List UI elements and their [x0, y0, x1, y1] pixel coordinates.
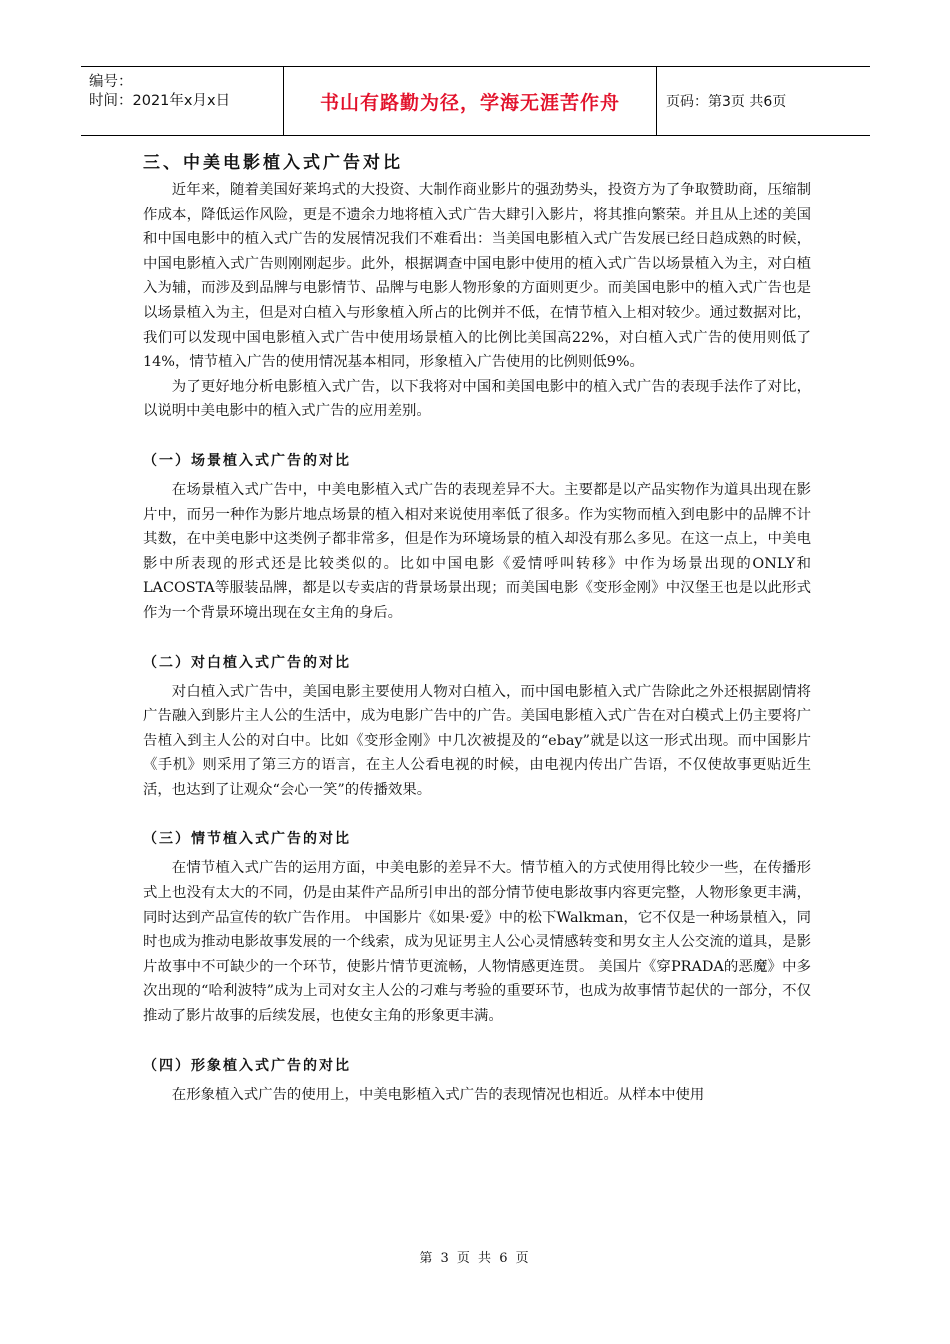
document-body	[143, 150, 811, 1107]
subsection-title-plot: （三）情节植入式广告的对比	[143, 831, 351, 848]
header-motto: 书山有路勤为径，学海无涯苦作舟	[284, 67, 657, 135]
page-footer: 第 3 页 共 6 页	[419, 1251, 531, 1266]
section-title: 三、中美电影植入式广告对比	[143, 153, 403, 173]
subsection-text-image: 在形象植入式广告的使用上，中美电影植入式广告的表现情况也相近。从样本中使用	[171, 1086, 705, 1103]
page-header	[81, 66, 870, 136]
subsection-text-scene: 在场景植入式广告中，中美电影植入式广告的表现差异不大。主要都是以产品实物作为道具出现在影片中，而另一种作为影片地点场景的植入相对来说使用率低了很多。作为实物而植入到电影中的品牌不计其数，在中美电影中这类例子都非常多，但是作为环境场景的植入却没有那么多见。在这一点上，中美电影中所表现的形式还是比较类似的。比如中国电影《爱情呼叫转移》中作为场景出现的ONLY和LACOSTA等服装品牌，都是以专卖店的背景场景出现；而美国电影《变形金刚》中汉堡王也是以此形式作为一个背景环境出现在女主角的身后。	[143, 481, 811, 621]
header-page-number: 页码：第3页 共6页	[666, 94, 787, 110]
subsection-text-plot: 在情节植入式广告的运用方面，中美电影的差异不大。情节植入的方式使用得比较少一些，在传播形式上也没有太大的不同，仍是由某件产品所引申出的部分情节使电影故事内容更完整，人物形象更丰满，同时达到产品宣传的软广告作用。 中国影片《如果·爱》中的松下Walkman，它不仅是一种场景植入，同时也成为推动电影故事发展的一个线索，成为见证男主人公心灵情感转变和男女主人公交流的道具，是影片故事中不可缺少的一个环节，使影片情节更流畅，人物情感更连贯。 美国片《穿PRADA的恶魔》中多次出现的“哈利波特”成为上司对女主人公的刁难与考验的重要环节，也成为故事情节起伏的一部分，不仅推动了影片故事的后续发展，也使女主角的形象更丰满。	[143, 860, 811, 1025]
intro-paragraph: 为了更好地分析电影植入式广告，以下我将对中国和美国电影中的植入式广告的表现手法作了对比，以说明中美电影中的植入式广告的应用差别。	[143, 378, 811, 420]
document-date-label: 时间：2021年x月x日	[89, 93, 231, 109]
subsection-text-dialogue: 对白植入式广告中，美国电影主要使用人物对白植入，而中国电影植入式广告除此之外还根据剧情将广告融入到影片主人公的生活中，成为电影广告中的广告。美国电影植入式广告在对白模式上仍主要将广告植入到主人公的对白中。比如《变形金刚》中几次被提及的“ebay”就是以这一形式出现。而中国影片《手机》则采用了第三方的语言，在主人公看电视的时候，由电视内传出广告语，不仅使故事更贴近生活，也达到了让观众“会心一笑”的传播效果。	[143, 683, 811, 798]
header-meta	[81, 67, 284, 135]
intro-paragraph: 近年来，随着美国好莱坞式的大投资、大制作商业影片的强劲势头，投资方为了争取赞助商，压缩制作成本，降低运作风险，更是不遗余力地将植入式广告大肆引入影片，将其推向繁荣。并且从上述的美国和中国电影中的植入式广告的发展情况我们不难看出：当美国电影植入式广告发展已经日趋成熟的时候，中国电影植入式广告则刚刚起步。此外，根据调查中国电影中使用的植入式广告以场景植入为主，对白植入为辅，而涉及到品牌与电影情节、品牌与电影人物形象的方面则更少。而美国电影中的植入式广告也是以场景植入为主，但是对白植入与形象植入所占的比例并不低，在情节植入上相对较少。通过数据对比，我们可以发现中国电影植入式广告中使用场景植入的比例比美国高22%，对白植入式广告的使用则低了14%，情节植入广告的使用情况基本相同，形象植入广告使用的比例则低9%。	[143, 182, 811, 371]
subsection-title-dialogue: （二）对白植入式广告的对比	[143, 654, 351, 671]
document-number-label: 编号：	[89, 74, 133, 90]
subsection-title-image: （四）形象植入式广告的对比	[143, 1057, 351, 1074]
subsection-title-scene: （一）场景植入式广告的对比	[143, 452, 351, 469]
